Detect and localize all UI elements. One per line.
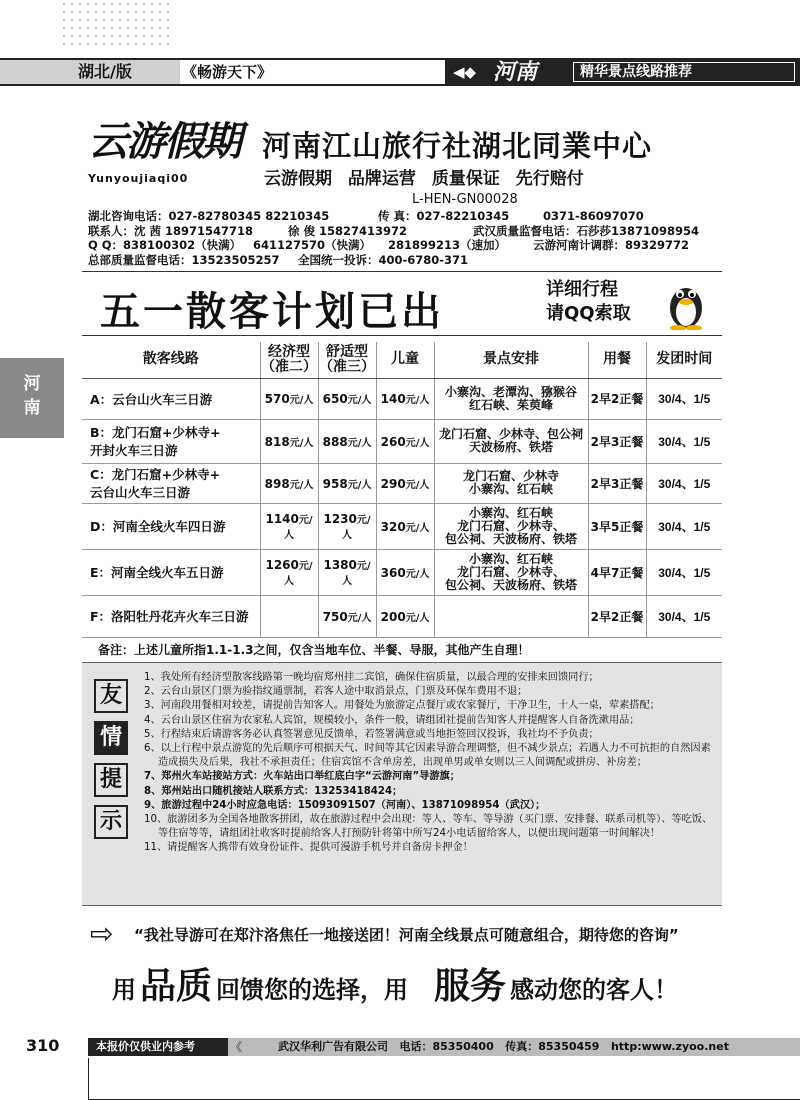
agency-slogan: 云游假期 品牌运营 质量保证 先行赔付: [264, 169, 584, 189]
section-subtitle: 精华景点线路推荐: [573, 62, 795, 82]
top-banner: [0, 58, 800, 86]
price-unit: 元/人: [289, 395, 314, 406]
column-header: 散客线路: [82, 342, 260, 378]
table-row: [82, 463, 722, 503]
page-number: 310: [26, 1036, 60, 1055]
chevron-left-icon: 《: [230, 1040, 243, 1054]
economy-price-value: 570: [264, 392, 290, 406]
meal-plan-value: 4早7正餐: [590, 565, 644, 580]
children-note: 备注：上述儿童所指1.1-1.3之间，仅含当地车位、半餐、导服，其他产生自理！: [82, 637, 722, 661]
double-arrow-icon: ◀◆: [453, 63, 477, 81]
route-name-value: D：河南全线火车四日游: [90, 519, 226, 534]
child-price-value: 290: [380, 476, 406, 491]
price-unit: 元/人: [405, 612, 430, 624]
tip-item: 6、以上行程中景点游览的先后顺序可根据天气、时间等其它因素导游合理调整，但不减少景点；若遇人力不可抗拒的自然因素造成损失及后果，我社不承担责任；住宿宾馆不含单房差，出现单男或单女则以三人间调配或拼房、补房差；: [144, 743, 711, 769]
qq-penguin-icon: [666, 278, 706, 330]
comfort-price: [318, 419, 376, 463]
price-unit: 元/人: [289, 479, 314, 491]
contact-text: 全国统一投诉：400-6780-371: [298, 252, 469, 267]
meal-plan: [588, 503, 646, 549]
child-price-value: 200: [380, 609, 406, 624]
price-unit: 元/人: [405, 522, 430, 534]
region-title: 河南: [493, 59, 538, 85]
comfort-price: [318, 549, 376, 595]
section-header: [445, 60, 800, 84]
child-price: [376, 463, 434, 503]
comfort-price-value: 1380: [323, 558, 357, 572]
comfort-price: [318, 378, 376, 419]
contact-text: 0371-86097070: [543, 209, 644, 223]
publisher-name: 武汉华利广告有限公司: [278, 1040, 388, 1053]
departure-date-value: 30/4、1/5: [658, 434, 711, 449]
child-price-value: 140: [380, 392, 406, 406]
economy-price-value: 1140: [265, 512, 299, 526]
route-spots-value: 小寨沟、老潭沟、猕猴谷 红石峡、茱萸峰: [444, 384, 577, 412]
economy-price: [260, 549, 318, 595]
meal-plan-value: 2早3正餐: [590, 476, 644, 491]
price-unit: 元/人: [284, 561, 313, 587]
tip-item: 11、请提醒客人携带有效身份证件、提供可漫游手机号并自备房卡押金！: [144, 842, 473, 854]
column-header: 经济型 （准二）: [260, 342, 318, 378]
departure-date-value: 30/4、1/5: [658, 476, 711, 491]
table-row: [82, 378, 722, 419]
route-spots-value: 小寨沟、红石峡 龙门石窟、少林寺、 包公祠、天波杨府、铁塔: [444, 505, 577, 546]
meal-plan: [588, 549, 646, 595]
table-row: [82, 503, 722, 549]
economy-price-value: 1260: [265, 558, 299, 572]
meal-plan: [588, 595, 646, 637]
agency-logo: [88, 112, 256, 202]
route-name-value: C：龙门石窟+少林寺+ 云台山火车三日游: [90, 467, 221, 500]
slogan-highlight: 服务: [434, 966, 507, 1007]
price-unit: 元/人: [289, 437, 314, 449]
price-unit: 元/人: [405, 568, 430, 580]
route-name: [82, 549, 260, 595]
decorative-dot-grid: [60, 0, 170, 50]
tip-item: 1、我处所有经济型散客线路第一晚均宿郑州挂二宾馆，确保住宿质量，以最合理的安排来回馈同行；: [144, 672, 599, 683]
qq-request: [546, 278, 631, 326]
slogan-text: 感动您的客人！: [510, 976, 678, 1004]
child-price: [376, 503, 434, 549]
tips-list: [144, 671, 718, 856]
meal-plan-value: 2早2正餐: [590, 609, 644, 624]
departure-date: [646, 549, 722, 595]
comfort-price-value: 958: [322, 476, 348, 491]
contact-text: Q Q：838100302（快满）: [88, 238, 242, 252]
contact-text: 云游河南计调群：89329772: [533, 238, 690, 252]
column-header: 儿童: [376, 342, 434, 378]
slogan-text: 用: [112, 976, 136, 1004]
guide-callout: [90, 917, 720, 950]
tip-title-char: 友: [94, 679, 128, 713]
agency-header: [82, 108, 722, 272]
route-name: [82, 503, 260, 549]
column-header: 用餐: [588, 342, 646, 378]
tips-title: [88, 671, 134, 899]
tip-item: 8、郑州站出口随机接站人联系方式：13253418424；: [144, 785, 403, 797]
departure-date: [646, 419, 722, 463]
route-spots: [434, 549, 588, 595]
comfort-price-value: 750: [322, 609, 348, 624]
price-unit: 元/人: [347, 395, 372, 406]
contact-text: 641127570（快满）: [253, 238, 372, 252]
economy-price: [260, 378, 318, 419]
economy-price: [260, 595, 318, 637]
route-spots-value: 龙门石窟、少林寺、包公祠 天波杨府、铁塔: [438, 427, 583, 454]
meal-plan-value: 2早2正餐: [590, 392, 644, 406]
footer-bar: [88, 1038, 800, 1056]
price-unit: 元/人: [347, 612, 372, 624]
contact-text: 湖北咨询电话：027-82780345 82210345: [88, 209, 330, 223]
tip-title-char: 提: [94, 763, 128, 797]
departure-date-value: 30/4、1/5: [658, 609, 711, 624]
price-unit: 元/人: [405, 479, 430, 491]
tip-title-char: 示: [94, 805, 128, 839]
comfort-price-value: 888: [322, 434, 348, 449]
departure-date-value: 30/4、1/5: [658, 392, 711, 406]
price-unit: 元/人: [405, 437, 430, 449]
price-unit: 元/人: [347, 437, 372, 449]
route-spots: [434, 595, 588, 637]
contact-text: 徐 俊 15827413972: [288, 223, 408, 238]
price-unit: 元/人: [347, 479, 372, 491]
footer-publisher: [278, 1038, 729, 1056]
closing-slogan: [82, 958, 722, 1008]
route-name-value: F：洛阳牡丹花卉火车三日游: [90, 609, 249, 625]
agency-name: 河南江山旅行社湖北同業中心: [262, 129, 653, 163]
economy-price-value: 898: [264, 476, 290, 491]
child-price-value: 320: [380, 519, 406, 534]
price-unit: 元/人: [405, 395, 430, 406]
route-name: [82, 419, 260, 463]
contact-text: 联系人：沈 茜 18971547718: [88, 223, 254, 238]
magazine-title: 《畅游天下》: [182, 63, 273, 81]
promo-banner: [82, 274, 722, 336]
tip-item: 5、行程结束后请游客务必认真签署意见反馈单，若签署满意或当地拒签回汉投诉，我社均不予负责；: [144, 728, 599, 740]
route-spots: [434, 503, 588, 549]
footer-disclaimer: 本报价仅供业内参考: [88, 1038, 228, 1056]
tip-item: 7、郑州火车站接站方式：火车站出口举红底白字“云游河南”导游旗；: [144, 771, 460, 783]
qq-line: 详细行程: [546, 279, 618, 300]
route-name-value: A：云台山火车三日游: [90, 391, 213, 407]
route-spots: [434, 378, 588, 419]
departure-date: [646, 595, 722, 637]
qq-line: 请QQ索取: [546, 303, 631, 324]
route-name: [82, 595, 260, 637]
column-header: 景点安排: [434, 342, 588, 378]
price-unit: 元/人: [342, 561, 371, 587]
economy-price-value: 818: [264, 434, 290, 449]
column-header: 发团时间: [646, 342, 722, 378]
contact-line: [88, 253, 720, 268]
child-price: [376, 378, 434, 419]
comfort-price-value: 1230: [323, 512, 357, 526]
departure-date-value: 30/4、1/5: [658, 519, 711, 534]
comfort-price: [318, 463, 376, 503]
side-tab-char: 河: [23, 374, 41, 394]
contact-text: 武汉质量监督电话：石莎莎13871098954: [473, 223, 700, 238]
economy-price: [260, 503, 318, 549]
route-spots: [434, 463, 588, 503]
contact-text: 总部质量监督电话：13523505257: [88, 252, 280, 267]
child-price-value: 260: [380, 434, 406, 449]
economy-price: [260, 419, 318, 463]
comfort-price: [318, 503, 376, 549]
departure-date: [646, 463, 722, 503]
slogan-text: 回馈您的选择，用: [216, 976, 408, 1004]
tip-item: 2、云台山景区门票为验指纹通票制，若客人途中取消景点，门票及环保车费用不退；: [144, 686, 528, 698]
table-row: [82, 419, 722, 463]
contact-info: [88, 209, 720, 267]
table-row: [82, 549, 722, 595]
route-spots-value: 龙门石窟、少林寺 小寨沟、红石峡: [462, 469, 559, 496]
arrow-right-icon: ⇨: [90, 917, 114, 950]
logo-script: 云游假期: [88, 118, 240, 165]
routes-table: [82, 342, 722, 637]
contact-line: [88, 238, 720, 253]
page-footer: [0, 1036, 800, 1058]
meal-plan: [588, 419, 646, 463]
departure-date: [646, 503, 722, 549]
divider: [88, 1058, 89, 1100]
tip-item: 4、云台山景区住宿为农家私人宾馆，规模较小，条件一般，请组团社提前告知客人并提醒客人自备洗漱用品；: [144, 714, 640, 726]
departure-date: [646, 378, 722, 419]
side-region-tab: [0, 358, 64, 438]
price-unit: 元/人: [284, 515, 313, 541]
slogan-highlight: 品质: [140, 966, 213, 1007]
meal-plan: [588, 378, 646, 419]
logo-subtext: Yunyoujiaqi00: [88, 172, 189, 185]
departure-date-value: 30/4、1/5: [658, 565, 711, 580]
column-header: 舒适型 （准三）: [318, 342, 376, 378]
meal-plan-value: 3早5正餐: [590, 519, 644, 534]
tip-item: 10、旅游团多为全国各地散客拼团，故在旅游过程中会出现：等人、等车、等导游（买门票、安排餐、联系司机等）、等吃饭、等住宿等等，请组团社收客时提前给客人打预防针将第中所写24小电话留给客人，以便出现问题第一时间解决！: [144, 814, 713, 840]
advertisement: [82, 108, 722, 1008]
table-header-row: [82, 342, 722, 378]
meal-plan-value: 2早3正餐: [590, 434, 644, 449]
license-number: L-HEN-GN00028: [412, 192, 518, 207]
child-price: [376, 595, 434, 637]
contact-text: 传 真：027-82210345: [378, 209, 510, 223]
route-name-value: E：河南全线火车五日游: [90, 565, 224, 580]
route-spots: [434, 419, 588, 463]
friendly-tips: [82, 662, 722, 906]
route-name-value: B：龙门石窟+少林寺+ 开封火车三日游: [90, 425, 221, 458]
route-spots-value: 小寨沟、红石峡 龙门石窟、少林寺、 包公祠、天波杨府、铁塔: [444, 551, 577, 592]
route-name: [82, 463, 260, 503]
child-price-value: 360: [380, 565, 406, 580]
comfort-price-value: 650: [322, 392, 348, 406]
child-price: [376, 549, 434, 595]
meal-plan: [588, 463, 646, 503]
callout-text: “我社导游可在郑汴洛焦任一地接送团！河南全线景点可随意组合，期待您的咨询”: [134, 926, 679, 944]
contact-line: [88, 209, 720, 224]
contact-text: 281899213（速加）: [388, 238, 507, 252]
tip-title-char: 情: [94, 721, 128, 755]
table-row: [82, 595, 722, 637]
publisher-phone: 电话：85350400: [399, 1040, 494, 1053]
child-price: [376, 419, 434, 463]
economy-price: [260, 463, 318, 503]
tip-item: 9、旅游过程中24小时应急电话：15093091507（河南）、13871098954（武汉）；: [144, 799, 546, 811]
edition-label: 湖北/版: [0, 60, 180, 84]
banner-title: 五一散客计划已出: [100, 289, 444, 335]
publisher-fax: 传真：85350459: [505, 1040, 600, 1053]
side-tab-char: 南: [23, 398, 41, 418]
contact-line: [88, 224, 720, 239]
price-unit: 元/人: [342, 515, 371, 541]
tip-item: 3、河南段用餐相对较差，请提前告知客人。用餐处为旅游定点餐厅或农家餐厅，干净卫生，十人一桌，荤素搭配；: [144, 700, 660, 712]
publisher-url[interactable]: http:www.zyoo.net: [610, 1040, 729, 1053]
route-name: [82, 378, 260, 419]
comfort-price: [318, 595, 376, 637]
